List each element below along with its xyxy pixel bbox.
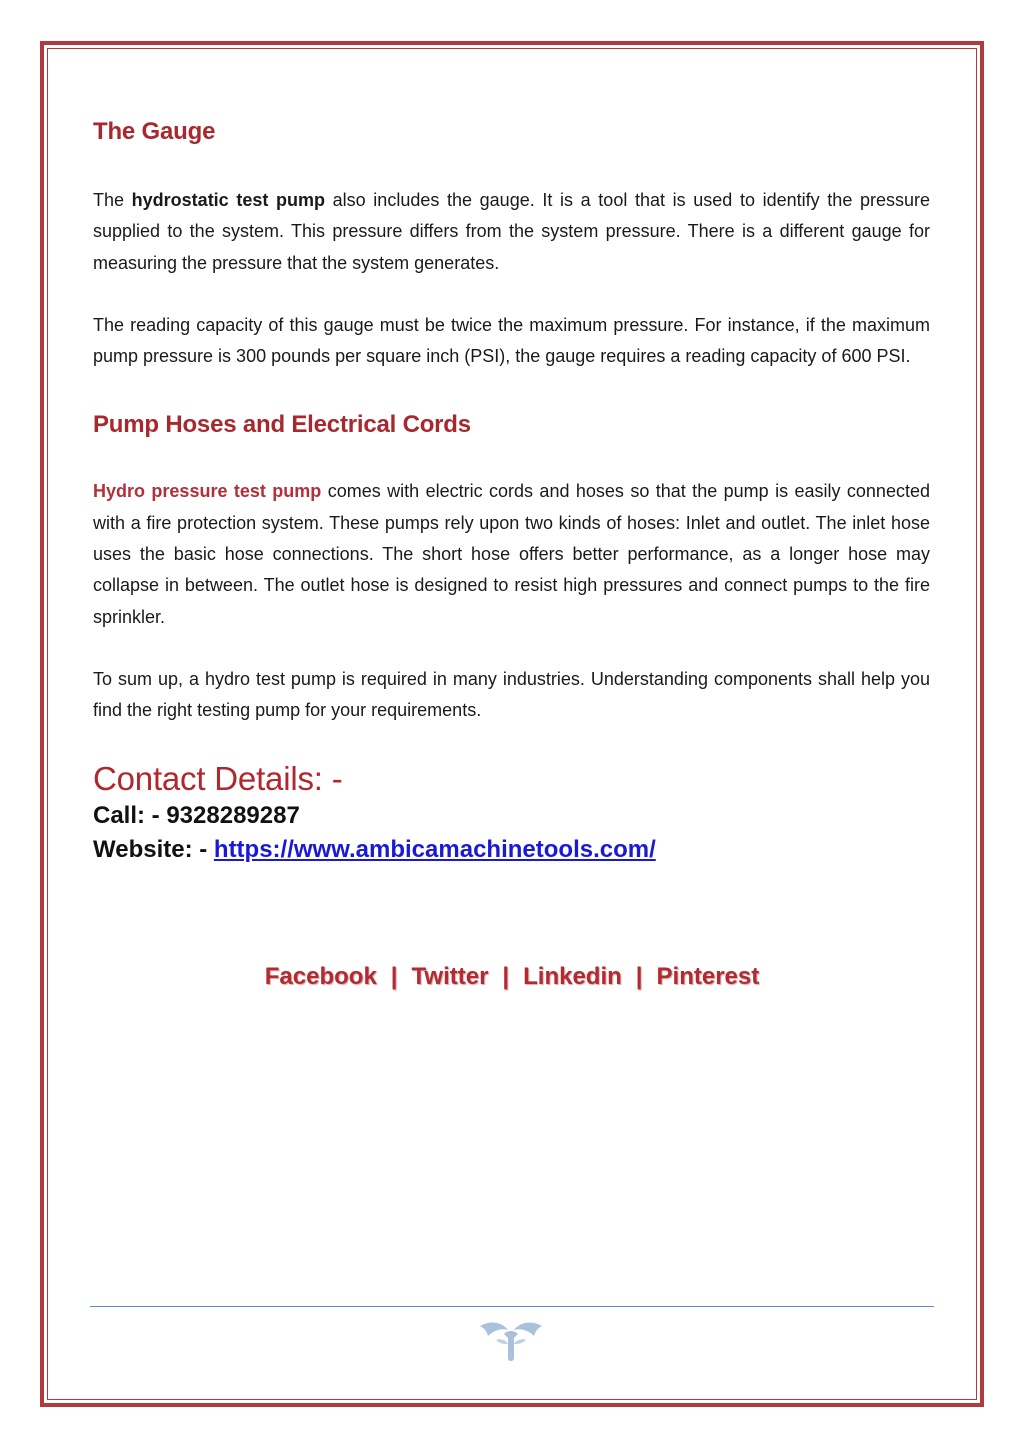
hoses-heading: Pump Hoses and Electrical Cords bbox=[93, 411, 471, 439]
contact-title: Contact Details: - bbox=[93, 759, 343, 797]
gauge-heading: The Gauge bbox=[93, 118, 216, 145]
contact-call: Call: - 9328289287 bbox=[93, 801, 300, 829]
social-separator: | bbox=[390, 963, 398, 990]
website-link[interactable]: https://www.ambicamachinetools.com/ bbox=[213, 835, 656, 863]
hoses-p1-text: comes with electric cords and hoses so that the pump is easily connected with a fire protection system. These pumps rely upon two kinds of hoses: Inlet and outlet. The inlet hose uses the basic hose connections. The short hose offers better performance, as a longer hose may collapse in between. The outlet hose is designed to resist high pressures and connect pumps to the fire sprinkler. bbox=[93, 481, 930, 627]
gauge-paragraph-1 bbox=[93, 185, 930, 279]
social-links bbox=[0, 963, 1024, 991]
website-label: Website: - bbox=[93, 835, 214, 863]
facebook-link[interactable]: Facebook bbox=[264, 963, 377, 990]
contact-website-line bbox=[93, 836, 930, 864]
footer-rule bbox=[90, 1306, 934, 1307]
hydro-pressure-test-pump-link[interactable]: Hydro pressure test pump bbox=[93, 481, 322, 502]
hydrostatic-test-pump-term: hydrostatic test pump bbox=[131, 190, 325, 210]
main-content bbox=[93, 118, 930, 864]
social-separator: | bbox=[502, 963, 510, 990]
social-separator: | bbox=[635, 963, 643, 990]
hoses-paragraph-2: To sum up, a hydro test pump is required in many industries. Understanding components shall help you find the right testing pump for your requirements. bbox=[93, 668, 930, 721]
ornament-logo-icon bbox=[478, 1318, 544, 1366]
gauge-p1-text-rest: also includes the gauge. It is a tool that is used to identify the pressure supplied to the system. This pressure differs from the system pressure. There is a different gauge for measuring the pressure that the system generates. bbox=[93, 190, 931, 273]
gauge-paragraph-2: The reading capacity of this gauge must be twice the maximum pressure. For instance, if the maximum pump pressure is 300 pounds per square inch (PSI), the gauge requires a reading capacity of 600 PSI. bbox=[93, 314, 930, 367]
twitter-link[interactable]: Twitter bbox=[411, 963, 489, 990]
hoses-paragraph-1 bbox=[93, 476, 930, 632]
pinterest-link[interactable]: Pinterest bbox=[656, 963, 760, 990]
gauge-p1-text: The bbox=[93, 190, 132, 210]
linkedin-link[interactable]: Linkedin bbox=[523, 963, 622, 990]
